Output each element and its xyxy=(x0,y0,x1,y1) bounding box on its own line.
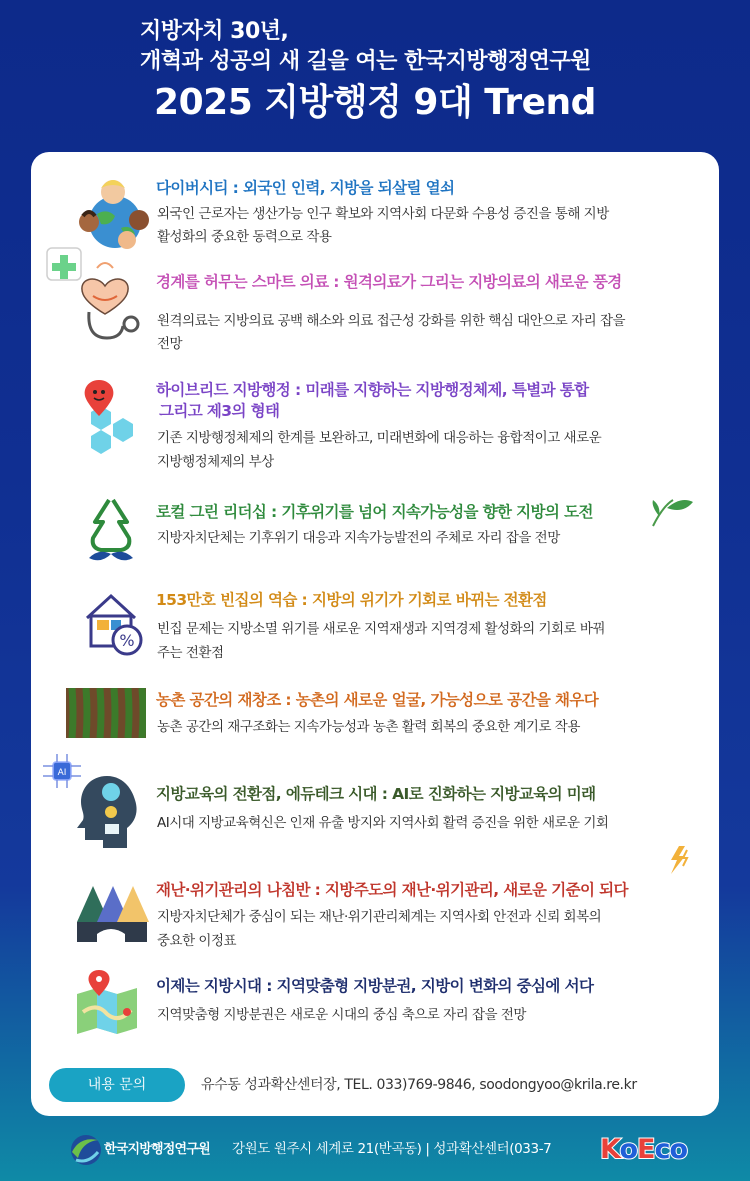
trend-desc-5a: 빈집 문제는 지방소멸 위기를 새로운 지역재생과 지역경제 활성화의 기회로 바꿔 xyxy=(157,621,605,637)
svg-text:%: % xyxy=(119,631,135,650)
trend-title-1: 다이버시티 : 외국인 인력, 지방을 되살릴 열쇠 xyxy=(156,179,455,197)
map-pin-icon xyxy=(71,968,143,1038)
footer-org: 한국지방행정연구원 xyxy=(104,1142,210,1157)
trend-title-3a: 하이브리드 지방행정 : 미래를 지향하는 지방행정체제, 특별과 통합 xyxy=(156,381,589,399)
header-line2: 개혁과 성공의 새 길을 여는 한국지방행정연구원 xyxy=(140,49,591,74)
trend-title-6: 농촌 공간의 재창조 : 농촌의 새로운 얼굴, 가능성으로 공간을 채우다 xyxy=(156,691,599,709)
trend-title-7: 지방교육의 전환점, 에듀테크 시대 : AI로 진화하는 지방교육의 미래 xyxy=(156,785,596,803)
trend-title-4: 로컬 그린 리더십 : 기후위기를 넘어 지속가능성을 향한 지방의 도전 xyxy=(156,503,593,521)
svg-text:AI: AI xyxy=(57,768,67,778)
page-title: 2025 지방행정 9대 Trend xyxy=(154,82,596,123)
leaf-decoration-icon xyxy=(649,498,697,534)
trend-desc-7a: AI시대 지방교육혁신은 인재 유출 방지와 지역사회 활력 증진을 위한 새로운 기회 xyxy=(157,815,609,831)
koeco-o: o xyxy=(619,1134,638,1165)
contact-info xyxy=(49,1068,709,1102)
farmland-icon xyxy=(66,688,146,738)
koeco-logo xyxy=(600,1134,687,1165)
trend-desc-4a: 지방자치단체는 기후위기 대응과 지속가능발전의 주체로 자리 잡을 전망 xyxy=(157,530,560,546)
hybrid-hexagon-pin-icon xyxy=(69,376,155,462)
krila-logo-icon xyxy=(66,1130,104,1168)
recycle-leaf-icon xyxy=(69,492,155,578)
mountain-bridge-icon xyxy=(75,874,149,944)
trend-title-3b: 그리고 제3의 형태 xyxy=(159,402,280,420)
contact-label-badge: 내용 문의 xyxy=(49,1068,185,1102)
header xyxy=(0,0,750,150)
trend-card xyxy=(31,152,719,1116)
trend-title-2: 경계를 허무는 스마트 의료 : 원격의료가 그리는 지방의료의 새로운 풍경 xyxy=(156,273,622,291)
trend-desc-3a: 기존 지방행정체제의 한계를 보완하고, 미래변화에 대응하는 융합적이고 새로운 xyxy=(157,430,602,446)
trend-desc-2b: 전망 xyxy=(157,336,183,352)
lightning-icon xyxy=(665,846,693,882)
trend-desc-9a: 지역맞춤형 지방분권은 새로운 시대의 중심 축으로 자리 잡을 전망 xyxy=(157,1007,526,1023)
koeco-e: E xyxy=(637,1134,655,1165)
trend-desc-2a: 원격의료는 지방의료 공백 해소와 의료 접근성 강화를 위한 핵심 대안으로 자리 잡을 xyxy=(157,313,626,329)
header-line1: 지방자치 30년, xyxy=(140,19,289,44)
trend-title-5: 153만호 빈집의 역습 : 지방의 위기가 기회로 바뀌는 전환점 xyxy=(156,591,547,609)
footer xyxy=(0,1122,750,1181)
trend-desc-1b: 활성화의 중요한 동력으로 작용 xyxy=(157,229,332,245)
trend-desc-6a: 농촌 공간의 재구조화는 지속가능성과 농촌 활력 회복의 중요한 계기로 작용 xyxy=(157,719,580,735)
trend-title-8: 재난·위기관리의 나침반 : 지방주도의 재난·위기관리, 새로운 기준이 되다 xyxy=(156,881,628,899)
trend-title-9: 이제는 지방시대 : 지역맞춤형 지방분권, 지방이 변화의 중심에 서다 xyxy=(156,977,594,995)
ai-head-icon xyxy=(71,772,141,848)
trend-desc-8a: 지방자치단체가 중심이 되는 재난·위기관리체계는 지역사회 안전과 신뢰 회복의 xyxy=(157,909,602,925)
trend-desc-3b: 지방행정체제의 부상 xyxy=(157,454,274,470)
smart-medical-heart-icon xyxy=(45,242,155,352)
koeco-co: co xyxy=(654,1134,688,1165)
contact-text: 유수동 성과확산센터장, TEL. 033)769-9846, soodongyoo@krila.re.kr xyxy=(201,1077,637,1093)
trend-desc-1a: 외국인 근로자는 생산가능 인구 확보와 지역사회 다문화 수용성 증진을 통해 지방 xyxy=(157,206,609,222)
trend-desc-5b: 주는 전환점 xyxy=(157,645,224,661)
trend-desc-8b: 중요한 이정표 xyxy=(157,933,237,949)
house-percent-icon xyxy=(69,584,155,670)
footer-address: 강원도 원주시 세계로 21(반곡동) | 성과확산센터(033-7 xyxy=(232,1141,552,1157)
koeco-k: K xyxy=(600,1134,620,1165)
